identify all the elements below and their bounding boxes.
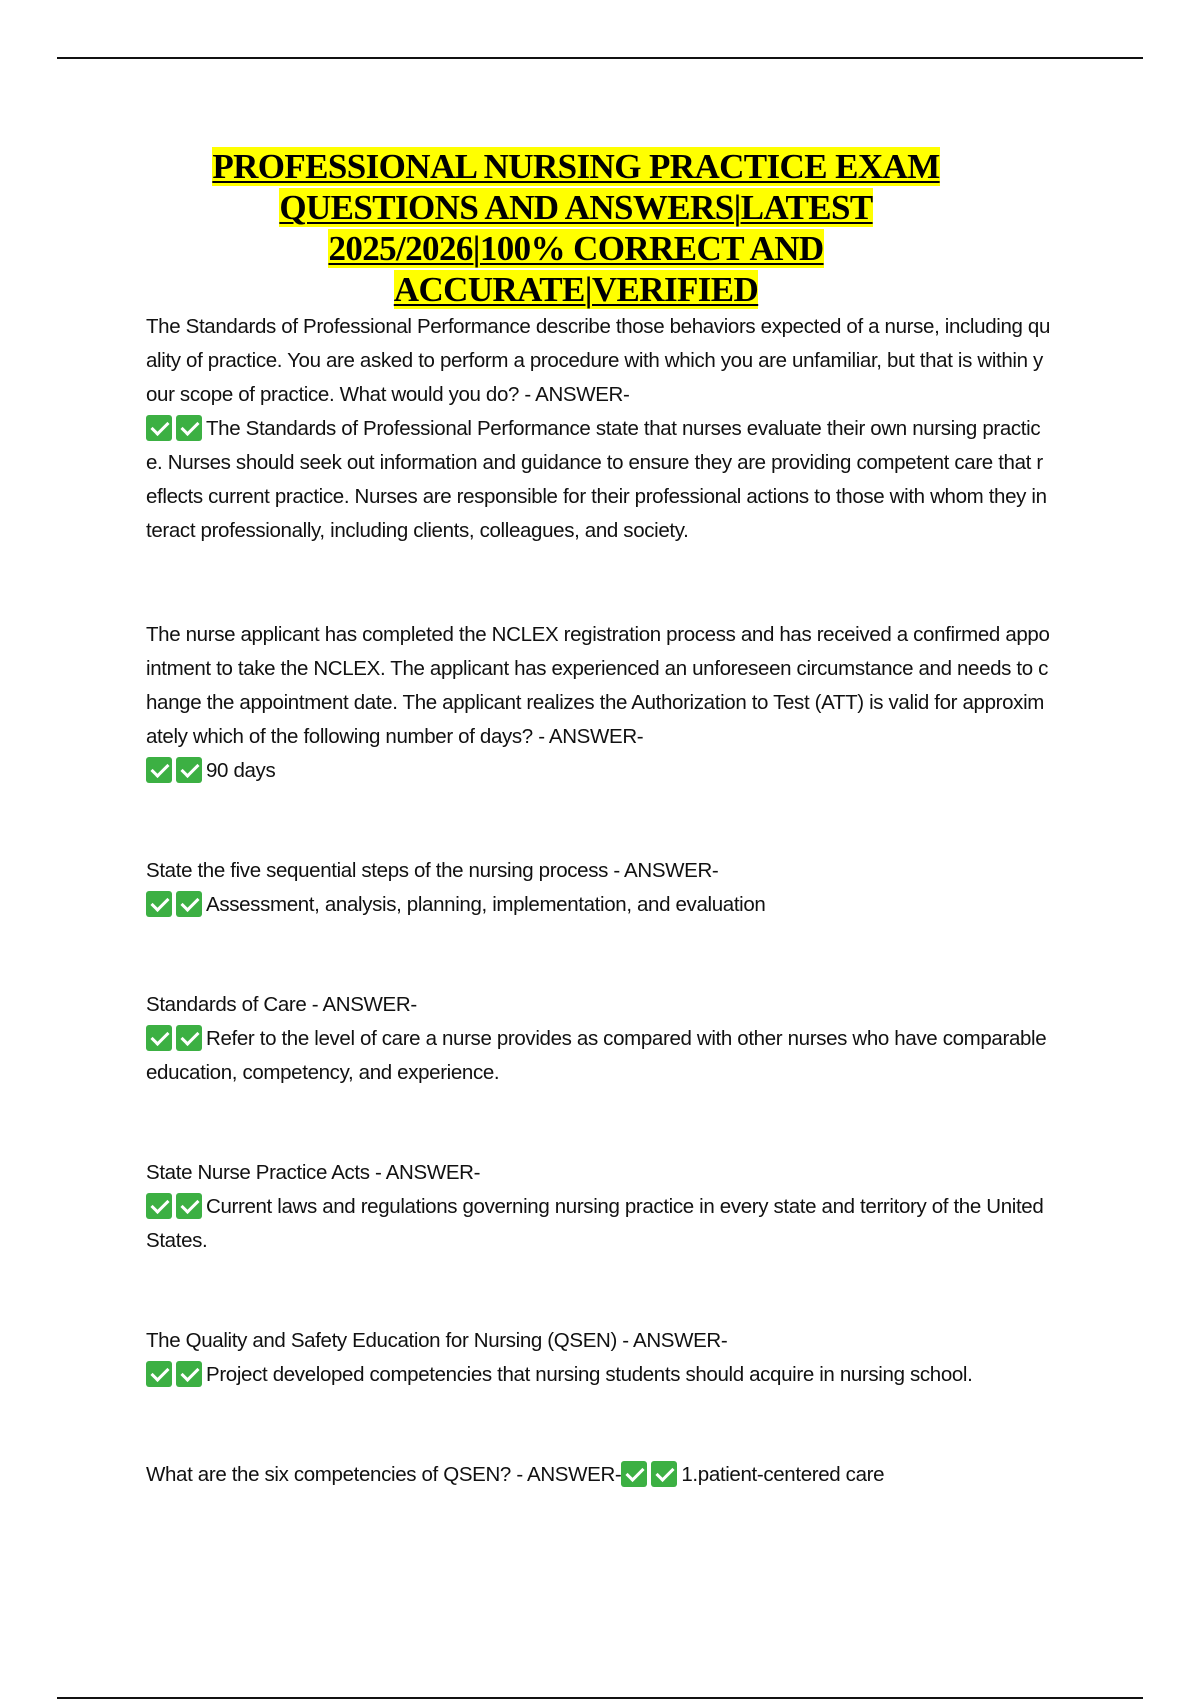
title-line-2: QUESTIONS AND ANSWERS|LATEST — [279, 188, 873, 227]
answer-text: The Standards of Professional Performance state that nurses evaluate their own nursing practice. Nurses should seek out information and guidance to ensure they are providing competent care that reflects current practice. Nurses are responsible for their professional actions to those with whom they interact professionally, including clients, colleagues, and society. — [146, 417, 1047, 542]
check-mark-icon — [176, 891, 202, 917]
check-mark-icon — [621, 1461, 647, 1487]
document-title — [140, 146, 1012, 310]
bottom-rule — [57, 1697, 1143, 1699]
title-line-1: PROFESSIONAL NURSING PRACTICE EXAM — [212, 147, 940, 186]
answer-marker — [146, 759, 206, 782]
answer-text: 1.patient-centered care — [681, 1463, 885, 1486]
question-text: The Quality and Safety Education for Nursing (QSEN) - ANSWER- — [146, 1329, 728, 1352]
check-mark-icon — [146, 1361, 172, 1387]
answer-text: 90 days — [206, 759, 276, 782]
title-line-3: 2025/2026|100% CORRECT AND — [328, 229, 824, 268]
check-mark-icon — [146, 415, 172, 441]
question-text: The nurse applicant has completed the NCLEX registration process and has received a confirmed appointment to take the NCLEX. The applicant has experienced an unforeseen circumstance and needs to change the appointment date. The applicant realizes the Authorization to Test (ATT) is valid for approximately which of the following number of days? - ANSWER- — [146, 623, 1050, 748]
answer-text: Refer to the level of care a nurse provides as compared with other nurses who have comparable education, competency, and experience. — [146, 1027, 1047, 1084]
check-mark-icon — [146, 1193, 172, 1219]
check-mark-icon — [176, 1025, 202, 1051]
answer-text: Assessment, analysis, planning, implementation, and evaluation — [206, 893, 766, 916]
qa-item — [146, 310, 1050, 548]
answer-marker — [146, 893, 206, 916]
answer-marker — [146, 417, 206, 440]
question-text: Standards of Care - ANSWER- — [146, 993, 417, 1016]
check-mark-icon — [176, 757, 202, 783]
answer-marker — [146, 1363, 206, 1386]
check-mark-icon — [146, 757, 172, 783]
title-line-4: ACCURATE|VERIFIED — [393, 270, 759, 309]
top-rule — [57, 57, 1143, 59]
question-text: The Standards of Professional Performance describe those behaviors expected of a nurse, including quality of practice. You are asked to perform a procedure with which you are unfamiliar, but that is within your scope of practice. What would you do? - ANSWER- — [146, 315, 1050, 406]
answer-marker — [146, 1195, 206, 1218]
answer-text: Project developed competencies that nursing students should acquire in nursing school. — [206, 1363, 973, 1386]
answer-marker — [146, 1027, 206, 1050]
qa-item — [146, 854, 1050, 922]
check-mark-icon — [146, 891, 172, 917]
qa-list — [146, 310, 1050, 1492]
qa-item — [146, 988, 1050, 1090]
qa-item — [146, 1156, 1050, 1258]
question-text: What are the six competencies of QSEN? - ANSWER- — [146, 1463, 622, 1486]
check-mark-icon — [146, 1025, 172, 1051]
qa-item — [146, 1458, 1050, 1492]
question-text: State Nurse Practice Acts - ANSWER- — [146, 1161, 481, 1184]
qa-item — [146, 1324, 1050, 1392]
answer-text: Current laws and regulations governing nursing practice in every state and territory of the United States. — [146, 1195, 1044, 1252]
check-mark-icon — [176, 1361, 202, 1387]
qa-item — [146, 618, 1050, 788]
question-text: State the five sequential steps of the nursing process - ANSWER- — [146, 859, 719, 882]
check-mark-icon — [176, 1193, 202, 1219]
answer-marker — [621, 1463, 681, 1486]
check-mark-icon — [651, 1461, 677, 1487]
check-mark-icon — [176, 415, 202, 441]
